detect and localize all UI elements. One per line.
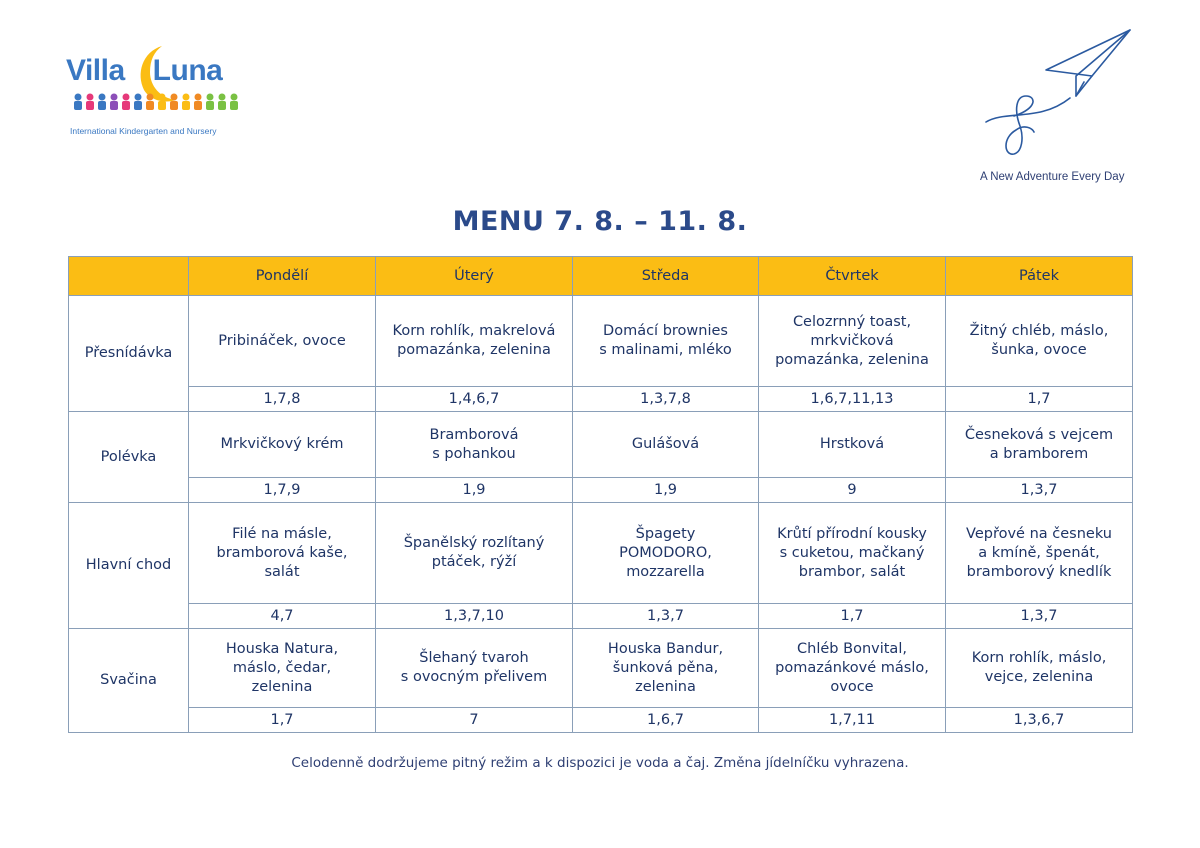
allergen-cell: 1,6,7 — [573, 708, 759, 733]
food-line: Celozrnný toast, — [792, 313, 912, 330]
food-cell — [376, 629, 573, 708]
allergen-cell: 1,3,7,8 — [573, 387, 759, 412]
food-line: Pribináček, ovoce — [218, 332, 346, 349]
food-line: Korn rohlík, máslo, — [971, 650, 1107, 666]
food-line: vejce, zelenina — [984, 669, 1094, 685]
footer-note: Celodenně dodržujeme pitný režim a k dispozici je voda a čaj. Změna jídelníčku vyhrazena. — [291, 755, 909, 771]
allergen-cell: 1,7 — [759, 604, 946, 629]
allergen-row — [69, 604, 1133, 629]
food-line: Šlehaný tvaroh — [419, 650, 529, 666]
food-line: Bramborová — [429, 426, 519, 443]
food-line: Vepřové na česneku — [966, 525, 1112, 542]
allergen-cell: 1,7 — [189, 708, 376, 733]
food-cell — [189, 503, 376, 604]
allergen-cell: 1,9 — [376, 478, 573, 503]
food-line: mrkvičková — [810, 332, 894, 349]
day-header: Středa — [573, 257, 759, 296]
logo-subtitle: International Kindergarten and Nursery — [70, 126, 217, 136]
food-line: POMODORO, — [619, 544, 712, 561]
food-line: Gulášová — [631, 436, 700, 452]
allergen-cell: 1,3,7 — [946, 478, 1133, 503]
allergen-row — [69, 478, 1133, 503]
meal-label: Polévka — [69, 412, 189, 503]
food-line: Hrstková — [819, 436, 885, 452]
food-line: zelenina — [251, 678, 313, 695]
allergen-cell: 1,3,7 — [946, 604, 1133, 629]
allergen-cell: 4,7 — [189, 604, 376, 629]
meal-label: Svačina — [69, 629, 189, 733]
menu-title: MENU 7. 8. – 11. 8. — [452, 206, 748, 237]
day-header: Pátek — [946, 257, 1133, 296]
header-row — [69, 257, 1133, 296]
meal-label: Přesnídávka — [69, 296, 189, 412]
food-cell — [946, 629, 1133, 708]
food-line: pomazánkové máslo, — [775, 659, 929, 676]
food-line: s malinami, mléko — [599, 342, 732, 358]
food-cell — [573, 629, 759, 708]
meal-label: Hlavní chod — [69, 503, 189, 629]
food-cell — [759, 503, 946, 604]
allergen-cell: 1,3,7,10 — [376, 604, 573, 629]
food-cell — [189, 629, 376, 708]
food-line: máslo, čedar, — [232, 659, 332, 676]
allergen-cell: 1,7,9 — [189, 478, 376, 503]
food-cell — [946, 503, 1133, 604]
food-line: Filé na másle, — [232, 525, 332, 542]
food-line: Korn rohlík, makrelová — [392, 323, 556, 339]
food-cell — [573, 296, 759, 387]
food-line: Chléb Bonvital, — [797, 640, 907, 657]
food-cell — [376, 412, 573, 478]
day-header: Úterý — [376, 257, 573, 296]
food-line: Houska Natura, — [225, 640, 339, 657]
allergen-row — [69, 708, 1133, 733]
menu-table — [68, 256, 1133, 733]
allergen-cell: 1,7,8 — [189, 387, 376, 412]
allergen-cell: 1,9 — [573, 478, 759, 503]
allergen-cell: 1,6,7,11,13 — [759, 387, 946, 412]
children-figures-icon — [72, 92, 240, 118]
allergen-cell: 1,4,6,7 — [376, 387, 573, 412]
food-line: Česneková s vejcem — [964, 426, 1114, 443]
food-line: Španělský rozlítaný — [403, 535, 545, 551]
allergen-cell: 1,7,11 — [759, 708, 946, 733]
food-line: Houska Bandur, — [607, 640, 724, 657]
food-line: a bramborem — [989, 445, 1089, 462]
food-cell — [376, 296, 573, 387]
food-cell — [759, 412, 946, 478]
logo-word-luna: Luna — [152, 54, 223, 87]
food-line: Špagety — [635, 525, 696, 542]
allergen-cell: 9 — [759, 478, 946, 503]
food-line: s pohankou — [432, 445, 516, 462]
food-cell — [946, 296, 1133, 387]
logo-word-villa: Villa — [66, 54, 125, 87]
food-line: a kmíně, špenát, — [978, 544, 1100, 561]
food-cell — [189, 412, 376, 478]
tagline: A New Adventure Every Day — [980, 171, 1125, 183]
day-header: Čtvrtek — [759, 257, 946, 296]
food-line: šunka, ovoce — [991, 342, 1087, 358]
food-line: mozzarella — [626, 563, 705, 580]
meal-row-snack — [69, 629, 1133, 708]
food-line: pomazánka, zelenina — [397, 342, 551, 358]
food-line: Mrkvičkový krém — [220, 436, 344, 452]
food-line: salát — [264, 563, 300, 580]
logo-wordmark — [66, 54, 222, 88]
food-line: Domácí brownies — [603, 323, 728, 339]
food-cell — [759, 629, 946, 708]
allergen-cell: 1,7 — [946, 387, 1133, 412]
meal-row-breakfast — [69, 296, 1133, 387]
food-cell — [946, 412, 1133, 478]
food-cell — [189, 296, 376, 387]
day-header: Pondělí — [189, 257, 376, 296]
meal-row-main — [69, 503, 1133, 604]
meal-row-soup — [69, 412, 1133, 478]
food-cell — [573, 412, 759, 478]
header-corner — [69, 257, 189, 296]
food-line: bramborová kaše, — [216, 544, 348, 561]
allergen-cell: 1,3,6,7 — [946, 708, 1133, 733]
food-line: Krůtí přírodní kousky — [777, 525, 927, 542]
food-line: Žitný chléb, máslo, — [969, 323, 1109, 339]
allergen-cell: 7 — [376, 708, 573, 733]
food-line: s cuketou, mačkaný — [779, 544, 925, 561]
food-cell — [376, 503, 573, 604]
food-line: bramborový knedlík — [966, 563, 1112, 580]
food-line: s ovocným přelivem — [400, 669, 548, 685]
allergen-row — [69, 387, 1133, 412]
villa-luna-logo — [66, 44, 246, 140]
food-line: zelenina — [635, 678, 696, 695]
food-line: pomazánka, zelenina — [775, 351, 929, 368]
allergen-cell: 1,3,7 — [573, 604, 759, 629]
food-line: brambor, salát — [798, 563, 906, 580]
food-cell — [759, 296, 946, 387]
food-cell — [573, 503, 759, 604]
food-line: ovoce — [830, 678, 874, 695]
food-line: šunková pěna, — [612, 659, 719, 676]
food-line: ptáček, rýží — [431, 554, 517, 570]
paper-plane-icon — [980, 26, 1140, 166]
